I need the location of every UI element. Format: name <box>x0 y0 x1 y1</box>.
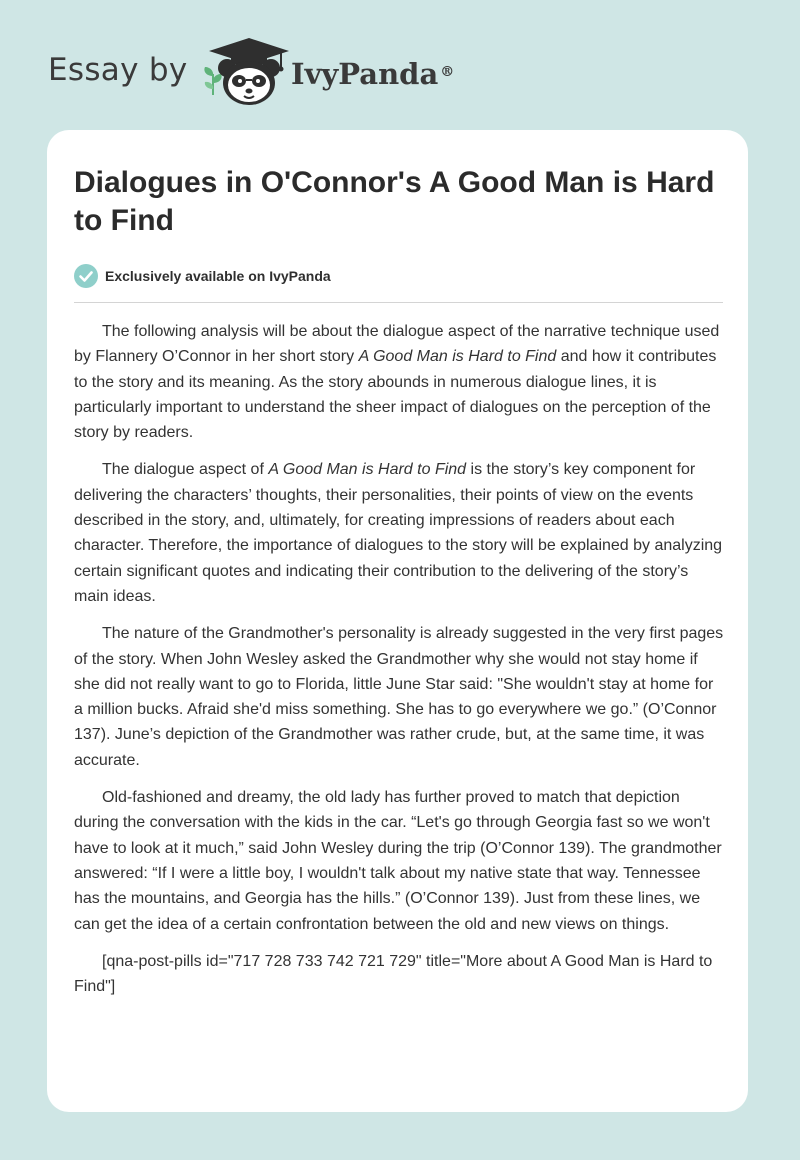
panda-graduate-icon[interactable] <box>207 36 291 106</box>
paragraph: The dialogue aspect of A Good Man is Hard to Find is the story’s key component for delivering the characters’ thoughts, their personalities, their points of view on the events described in the story, and, ultimately, for creating impressions of readers about each character. Therefore, the importance of dialogues to the story will be explained by analyzing certain significant quotes and indicating their contribution to the delivering of the story’s main ideas. <box>74 461 723 605</box>
book-title-emphasis: A Good Man is Hard to Find <box>268 461 467 479</box>
brand-name-text: IvyPanda <box>291 57 439 91</box>
paragraph: The nature of the Grandmother's personality is already suggested in the very first pages of the story. When John Wesley asked the Grandmother why she would not stay home if she did not really want to go to Florida, little June Star said: "She wouldn't stay at home for a million bucks. Afraid she'd miss something. She has to go everywhere we go.” (O’Connor 137). June’s depiction of the Grandmother was rather crude, but, at the same time, it was accurate. <box>74 625 724 769</box>
paragraph: Old-fashioned and dreamy, the old lady has further proved to match that depiction during the conversation with the kids in the car. “Let's go through Georgia fast so we won't have to look at it much,” said John Wesley during the trip (O’Connor 139). The grandmother answered: “If I were a little boy, I wouldn't talk about my native state that way. Tennessee has the mountains, and Georgia has the hills.” (O’Connor 139). Just from these lines, we can get the idea of a certain confrontation between the old and new views on things. <box>74 789 722 933</box>
site-header <box>0 0 800 130</box>
exclusive-label: Exclusively available on IvyPanda <box>105 268 331 284</box>
essay-by-label: Essay by <box>48 52 188 88</box>
exclusive-badge <box>74 263 331 289</box>
brand-name[interactable] <box>291 54 454 94</box>
book-title-emphasis: A Good Man is Hard to Find <box>358 348 557 366</box>
check-circle-icon <box>74 264 98 288</box>
essay-card <box>47 130 748 1112</box>
essay-title: Dialogues in O'Connor's A Good Man is Hard to Find <box>74 166 715 237</box>
shortcode-paragraph: [qna-post-pills id="717 728 733 742 721 729" title="More about A Good Man is Hard to Find"] <box>74 952 713 996</box>
divider <box>74 302 723 303</box>
paragraph: The following analysis will be about the dialogue aspect of the narrative technique used by Flannery O’Connor in her short story A Good Man is Hard to Find and how it contributes to the story and its meaning. As the story abounds in numerous dialogue lines, it is particularly important to understand the sheer impact of dialogues on the perception of the story by readers. <box>74 323 720 442</box>
registered-mark: ® <box>440 64 455 80</box>
essay-body <box>74 319 724 1011</box>
